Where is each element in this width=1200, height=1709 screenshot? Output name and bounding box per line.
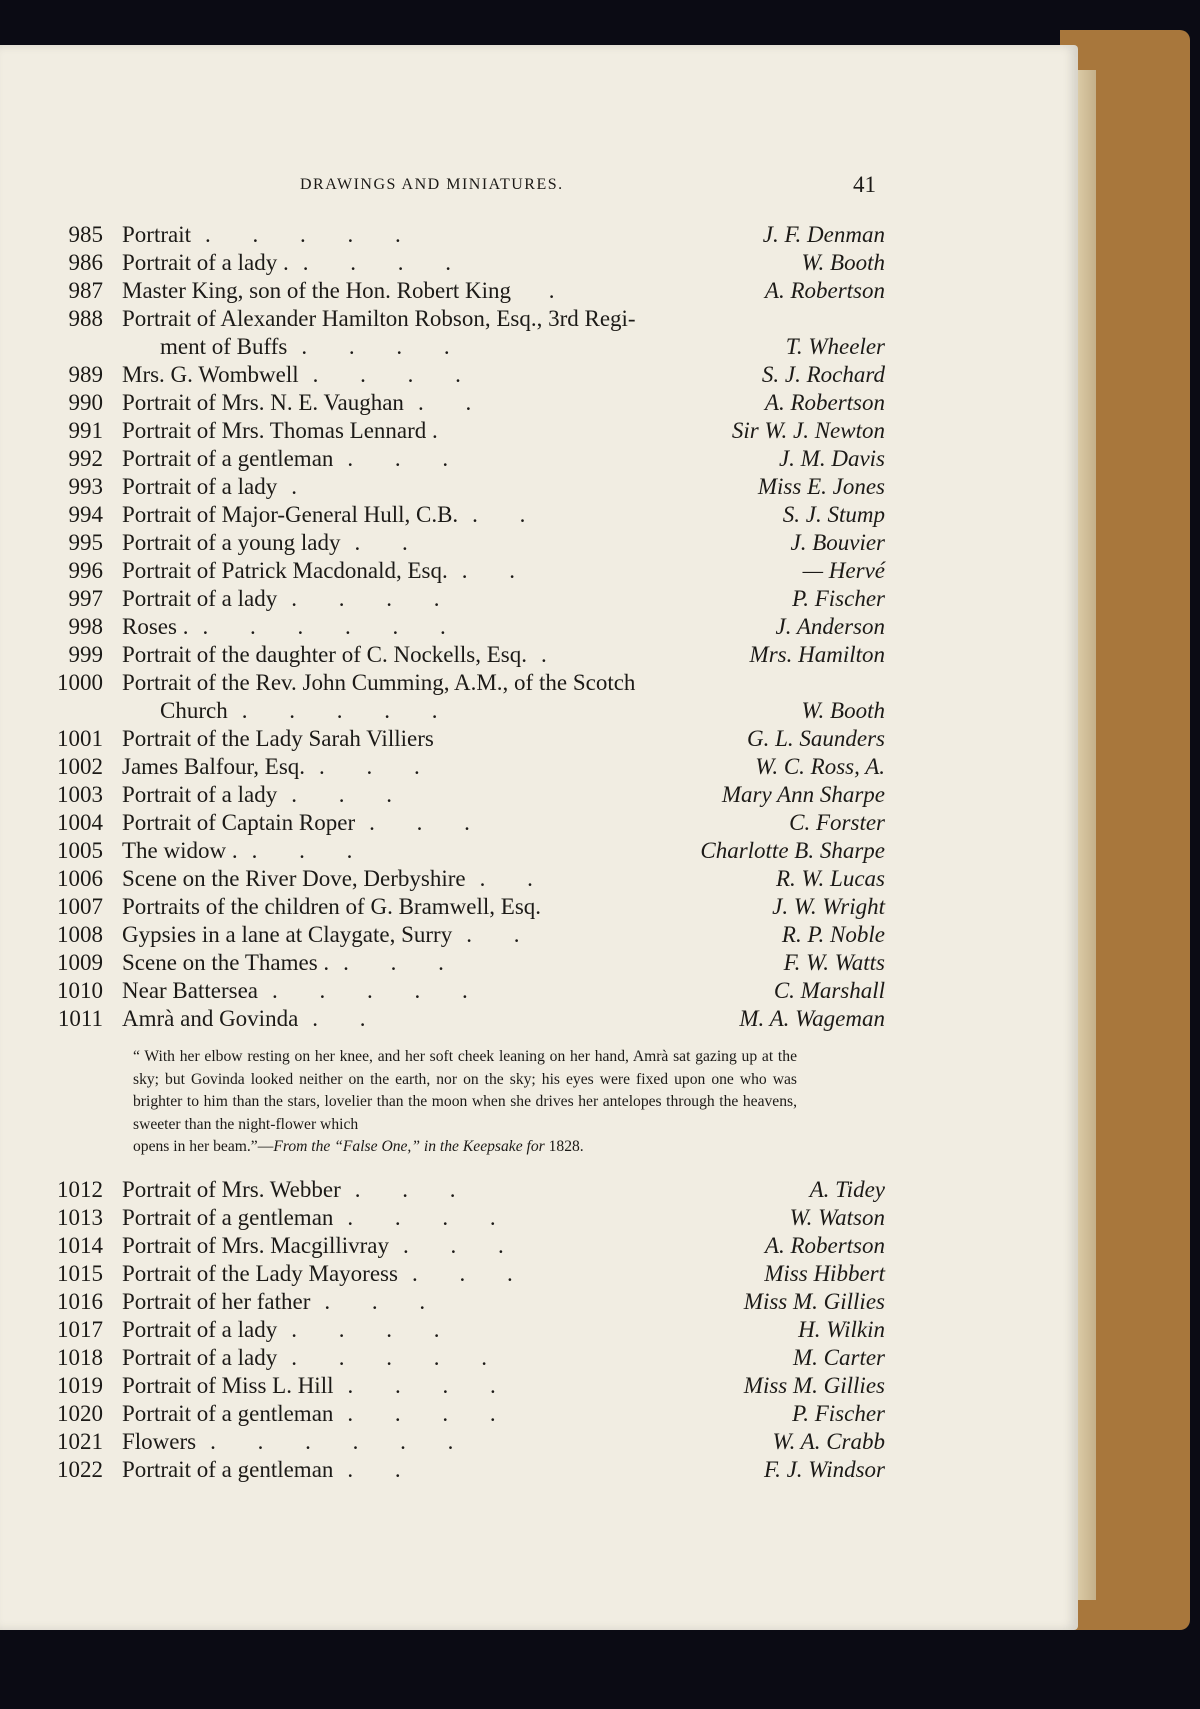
catalogue-entry (0, 698, 1078, 726)
entry-title-line (122, 1401, 514, 1427)
catalogue-entry (0, 222, 1078, 250)
entry-number: 999 (68, 642, 103, 667)
catalogue-entry (0, 1233, 1078, 1261)
entry-title-line (122, 1261, 531, 1287)
catalogue-entry (0, 250, 1078, 278)
entry-artist: M. A. Wageman (739, 1006, 885, 1031)
entry-title: Flowers (122, 1428, 197, 1454)
entry-artist: Sir W. J. Newton (731, 418, 885, 443)
catalogue-entry (0, 922, 1078, 950)
entry-title: Amrà and Govinda (122, 1006, 299, 1031)
entry-number: 1010 (57, 978, 103, 1003)
entry-title-line (122, 362, 479, 388)
leader-dots: . . . . . . (202, 614, 464, 639)
entry-number: 1016 (57, 1288, 103, 1314)
leader-dots: . . . (319, 754, 438, 779)
entry-artist: G. L. Saunders (746, 726, 885, 751)
leader-dots: . (525, 278, 573, 303)
entry-title: Portrait of a lady . (122, 250, 289, 275)
leader-dots: . . . (343, 950, 462, 975)
entry-number: 1011 (57, 1006, 103, 1031)
entry-title: Church (160, 698, 228, 723)
catalogue-entry (0, 838, 1078, 866)
leader-dots: . . (472, 502, 544, 527)
entry-title-line (122, 418, 452, 444)
leader-dots: . . . . (291, 1316, 458, 1342)
catalogue-entry (0, 474, 1078, 502)
leader-dots: . . . (324, 1288, 444, 1314)
entry-artist: — Hervé (802, 558, 885, 583)
entry-artist: Miss M. Gillies (743, 1372, 885, 1398)
catalogue-entry (0, 978, 1078, 1006)
catalogue-entry (0, 642, 1078, 670)
entry-title: Portrait of Mrs. N. E. Vaughan (122, 390, 404, 415)
entry-title: Mrs. G. Wombwell (122, 362, 299, 387)
entry-title: Portrait of Mrs. Thomas Lennard . (122, 418, 438, 443)
entry-list-after-quote (0, 1177, 1078, 1485)
entry-title: Portrait of a gentleman (122, 1400, 334, 1426)
entry-artist: C. Forster (789, 810, 885, 835)
leader-dots: . . . (354, 1176, 474, 1202)
entry-number: 1001 (57, 726, 103, 751)
entry-number: 1004 (57, 810, 103, 835)
leader-dots: . . . (347, 446, 467, 471)
entry-title-line (122, 558, 533, 584)
leader-dots: . . (347, 1456, 419, 1482)
entry-title-line (160, 698, 455, 724)
entry-title-line (160, 334, 468, 360)
entry-title: James Balfour, Esq. (122, 754, 306, 779)
catalogue-entry (0, 390, 1078, 418)
entry-artist: J. Bouvier (790, 530, 885, 555)
entry-title: Portrait of the Rev. John Cumming, A.M., of the Scotch (122, 670, 636, 695)
leader-dots: . . . . (347, 1204, 514, 1230)
entry-number: 995 (68, 530, 103, 555)
entry-title-line (122, 306, 650, 332)
entry-title-line (122, 250, 469, 276)
entry-title-line (122, 810, 488, 836)
catalogue-entry (0, 1345, 1078, 1373)
entry-title: Gypsies in a lane at Claygate, Surry (122, 922, 453, 947)
catalogue-entry (0, 1205, 1078, 1233)
entry-title: Portrait of her father (122, 1288, 311, 1314)
page-number: 41 (853, 172, 876, 197)
catalogue-entry (0, 558, 1078, 586)
entry-artist: W. Watson (789, 1204, 885, 1230)
catalogue-entry (0, 1261, 1078, 1289)
entry-artist: Miss Hibbert (764, 1260, 885, 1286)
entry-artist: F. W. Watts (783, 950, 885, 975)
leader-dots: . . . . (312, 362, 479, 387)
entry-title-line (122, 754, 438, 780)
entry-number: 986 (68, 250, 103, 275)
entry-title-line (122, 614, 464, 640)
entry-title-line (122, 1345, 505, 1371)
leader-dots: . . . . (347, 1400, 514, 1426)
entry-title-line (122, 446, 466, 472)
entry-title: Portrait of the Lady Mayoress (122, 1260, 398, 1286)
entry-title: Portrait of Mrs. Webber (122, 1176, 341, 1202)
leader-dots: . (540, 642, 565, 667)
entry-artist: J. Anderson (775, 614, 885, 639)
catalogue-entry (0, 1317, 1078, 1345)
leader-dots: . . . . . . (210, 1428, 472, 1454)
entry-title-line (122, 782, 410, 808)
catalogue-entry (0, 1457, 1078, 1485)
entry-artist: Miss E. Jones (757, 474, 885, 499)
entry-artist: A. Robertson (764, 278, 885, 303)
entry-number: 1005 (57, 838, 103, 863)
leader-dots: . . . (291, 782, 410, 807)
entry-artist: W. C. Ross, A. (755, 754, 885, 779)
entry-number: 1021 (57, 1428, 103, 1454)
entry-number: 992 (68, 446, 103, 471)
section-title: DRAWINGS AND MINIATURES. (300, 176, 564, 193)
entry-number: 1012 (57, 1176, 103, 1202)
entry-number: 1020 (57, 1400, 103, 1426)
entry-number: 991 (68, 418, 103, 443)
entry-title-line (122, 1205, 514, 1231)
entry-artist: F. J. Windsor (764, 1456, 885, 1482)
catalogue-page (0, 45, 1078, 1630)
entry-title-line (122, 642, 565, 668)
leader-dots: . . (479, 866, 551, 891)
entry-title-line (122, 978, 486, 1004)
catalogue-entry (0, 446, 1078, 474)
entry-title-line (122, 586, 457, 612)
entry-title-line (122, 1317, 457, 1343)
catalogue-entry (0, 362, 1078, 390)
entry-title-line (122, 530, 426, 556)
entry-title: Roses . (122, 614, 189, 639)
catalogue-entry (0, 670, 1078, 698)
entry-title: ment of Buffs (160, 334, 288, 359)
catalogue-entry (0, 894, 1078, 922)
catalogue-entry (0, 1289, 1078, 1317)
entry-title-line (122, 1006, 384, 1032)
entry-title: Scene on the River Dove, Derbyshire (122, 866, 466, 891)
entry-title-line (122, 1429, 471, 1455)
leader-dots: . . . . . (205, 222, 419, 247)
catalogue-entry (0, 1006, 1078, 1034)
entry-artist: A. Robertson (764, 1232, 885, 1258)
entry-title-line (122, 922, 537, 948)
leader-dots: . . . . . (241, 698, 456, 723)
leader-dots: . . . . (302, 250, 469, 275)
entry-title: Portrait of the daughter of C. Nockells, Esq. (122, 642, 527, 667)
catalogue-entry (0, 586, 1078, 614)
catalogue-entry (0, 1401, 1078, 1429)
entry-number: 997 (68, 586, 103, 611)
entry-title-line (122, 222, 419, 248)
entry-number: 993 (68, 474, 103, 499)
entry-artist: T. Wheeler (785, 334, 885, 359)
entry-artist: W. A. Crabb (772, 1428, 885, 1454)
entry-artist: J. F. Denman (762, 222, 885, 247)
entry-number: 996 (68, 558, 103, 583)
entry-number: 987 (68, 278, 103, 303)
entry-number: 1006 (57, 866, 103, 891)
entry-number: 1007 (57, 894, 103, 919)
leader-dots: . . . . . (291, 1344, 505, 1370)
entry-title: Portrait of a lady (122, 1344, 278, 1370)
entry-artist: A. Robertson (764, 390, 885, 415)
entry-number: 988 (68, 306, 103, 331)
catalogue-entry (0, 726, 1078, 754)
entry-number: 1015 (57, 1260, 103, 1286)
leader-dots: . . (354, 530, 426, 555)
leader-dots: . (291, 474, 315, 499)
catalogue-entry (0, 1177, 1078, 1205)
entry-title: The widow . (122, 838, 238, 863)
entry-title-line (122, 838, 370, 864)
catalogue-entries (0, 222, 1078, 1485)
entry-number: 994 (68, 502, 103, 527)
entry-title: Portraits of the children of G. Bramwell, Esq. (122, 894, 542, 919)
entry-title: Portrait of a gentleman (122, 1204, 334, 1230)
entry-number: 1019 (57, 1372, 103, 1398)
entry-title: Portrait of a lady (122, 1316, 278, 1342)
entry-artist: C. Marshall (773, 978, 885, 1003)
catalogue-entry (0, 950, 1078, 978)
literary-quotation (133, 1034, 797, 1177)
entry-artist: P. Fischer (792, 1400, 885, 1426)
entry-artist: Charlotte B. Sharpe (700, 838, 885, 863)
entry-title: Portrait of Miss L. Hill (122, 1372, 334, 1398)
entry-artist: A. Tidey (809, 1176, 885, 1202)
entry-number: 985 (68, 222, 103, 247)
entry-artist: W. Booth (801, 698, 885, 723)
entry-title-line (122, 894, 555, 920)
catalogue-entry (0, 334, 1078, 362)
entry-title-line (122, 502, 543, 528)
entry-title-line (122, 474, 315, 500)
leader-dots: . . (312, 1006, 384, 1031)
entry-number: 998 (68, 614, 103, 639)
entry-number: 1008 (57, 922, 103, 947)
entry-artist: Mrs. Hamilton (749, 642, 885, 667)
entry-title-line (122, 726, 448, 752)
entry-number: 1009 (57, 950, 103, 975)
entry-title: Portrait of the Lady Sarah Villiers (122, 726, 434, 751)
entry-artist: M. Carter (793, 1344, 885, 1370)
entry-artist: J. W. Wright (772, 894, 885, 919)
entry-number: 1017 (57, 1316, 103, 1342)
leader-dots: . . (461, 558, 534, 583)
catalogue-entry (0, 306, 1078, 334)
quotation-year: 1828. (544, 1138, 584, 1156)
catalogue-entry (0, 502, 1078, 530)
catalogue-entry (0, 754, 1078, 782)
entry-title: Portrait (122, 222, 191, 247)
entry-title-line (122, 1233, 522, 1259)
entry-number: 990 (68, 390, 103, 415)
entry-title: Portrait of Patrick Macdonald, Esq. (122, 558, 448, 583)
entry-title: Master King, son of the Hon. Robert King (122, 278, 512, 303)
catalogue-entry (0, 278, 1078, 306)
entry-title-line (122, 950, 462, 976)
entry-title-line (122, 1289, 443, 1315)
entry-number: 1000 (57, 670, 103, 695)
entry-number: 1013 (57, 1204, 103, 1230)
entry-number: 1002 (57, 754, 103, 779)
entry-artist: Miss M. Gillies (743, 1288, 885, 1314)
entry-title: Portrait of a gentleman (122, 1456, 334, 1482)
leader-dots: . . . (251, 838, 371, 863)
entry-title: Portrait of a lady (122, 782, 278, 807)
entry-number: 1003 (57, 782, 103, 807)
leader-dots: . . . . (301, 334, 468, 359)
catalogue-entry (0, 810, 1078, 838)
entry-number: 989 (68, 362, 103, 387)
entry-artist: W. Booth (801, 250, 885, 275)
entry-title: Portrait of a young lady (122, 530, 341, 555)
entry-title-line (122, 1177, 474, 1203)
leader-dots: . . . . (291, 586, 458, 611)
catalogue-entry (0, 418, 1078, 446)
catalogue-entry (0, 614, 1078, 642)
entry-title: Portrait of a lady (122, 586, 278, 611)
entry-artist: H. Wilkin (798, 1316, 885, 1342)
catalogue-entry (0, 1429, 1078, 1457)
entry-title: Scene on the Thames . (122, 950, 330, 975)
entry-title-line (122, 1373, 514, 1399)
entry-number: 1018 (57, 1344, 103, 1370)
entry-number: 1022 (57, 1456, 103, 1482)
leader-dots: . . (466, 922, 538, 947)
catalogue-entry (0, 530, 1078, 558)
entry-artist: Mary Ann Sharpe (721, 782, 885, 807)
leader-dots: . . . (403, 1232, 522, 1258)
leader-dots: . . . (369, 810, 488, 835)
catalogue-entry (0, 1373, 1078, 1401)
entry-title: Portrait of a lady (122, 474, 278, 499)
entry-title: Portrait of Alexander Hamilton Robson, Esq., 3rd Regi- (122, 306, 636, 331)
quotation-source (133, 1136, 797, 1159)
quotation-end: opens in her beam.”— (133, 1138, 274, 1156)
catalogue-entry (0, 782, 1078, 810)
running-header (0, 172, 1078, 202)
entry-title: Portrait of Captain Roper (122, 810, 356, 835)
entry-artist: S. J. Rochard (761, 362, 885, 387)
leader-dots: . . . . . (272, 978, 486, 1003)
leader-dots: . . . (411, 1260, 531, 1286)
entry-artist: R. P. Noble (781, 922, 885, 947)
entry-title-line (122, 278, 573, 304)
catalogue-entry (0, 866, 1078, 894)
quotation-body: “ With her elbow resting on her knee, and her soft cheek leaning on her hand, Amrà sat gazing up at the sky; but Govinda looked neither on the earth, nor on the sky; his eyes were fixed upon one who was brighter to him than the stars, lovelier than the moon when she drives her antelopes through the heavens, sweeter than the night-flower which (133, 1048, 797, 1133)
entry-title-line (122, 1457, 419, 1483)
entry-title: Portrait of Mrs. Macgillivray (122, 1232, 390, 1258)
entry-number: 1014 (57, 1232, 103, 1258)
quotation-citation: From the “False One,” in the Keepsake for (273, 1138, 545, 1156)
entry-list-before-quote (0, 222, 1078, 1034)
entry-title-line (122, 670, 649, 696)
entry-title: Near Battersea (122, 978, 259, 1003)
entry-title: Portrait of a gentleman (122, 446, 334, 471)
entry-artist: J. M. Davis (778, 446, 885, 471)
entry-title-line (122, 390, 489, 416)
leader-dots: . . . . (347, 1372, 514, 1398)
entry-artist: P. Fischer (792, 586, 885, 611)
leader-dots: . . (417, 390, 490, 415)
entry-artist: S. J. Stump (782, 502, 885, 527)
entry-artist: R. W. Lucas (775, 866, 885, 891)
entry-title-line (122, 866, 551, 892)
entry-title: Portrait of Major-General Hull, C.B. (122, 502, 459, 527)
